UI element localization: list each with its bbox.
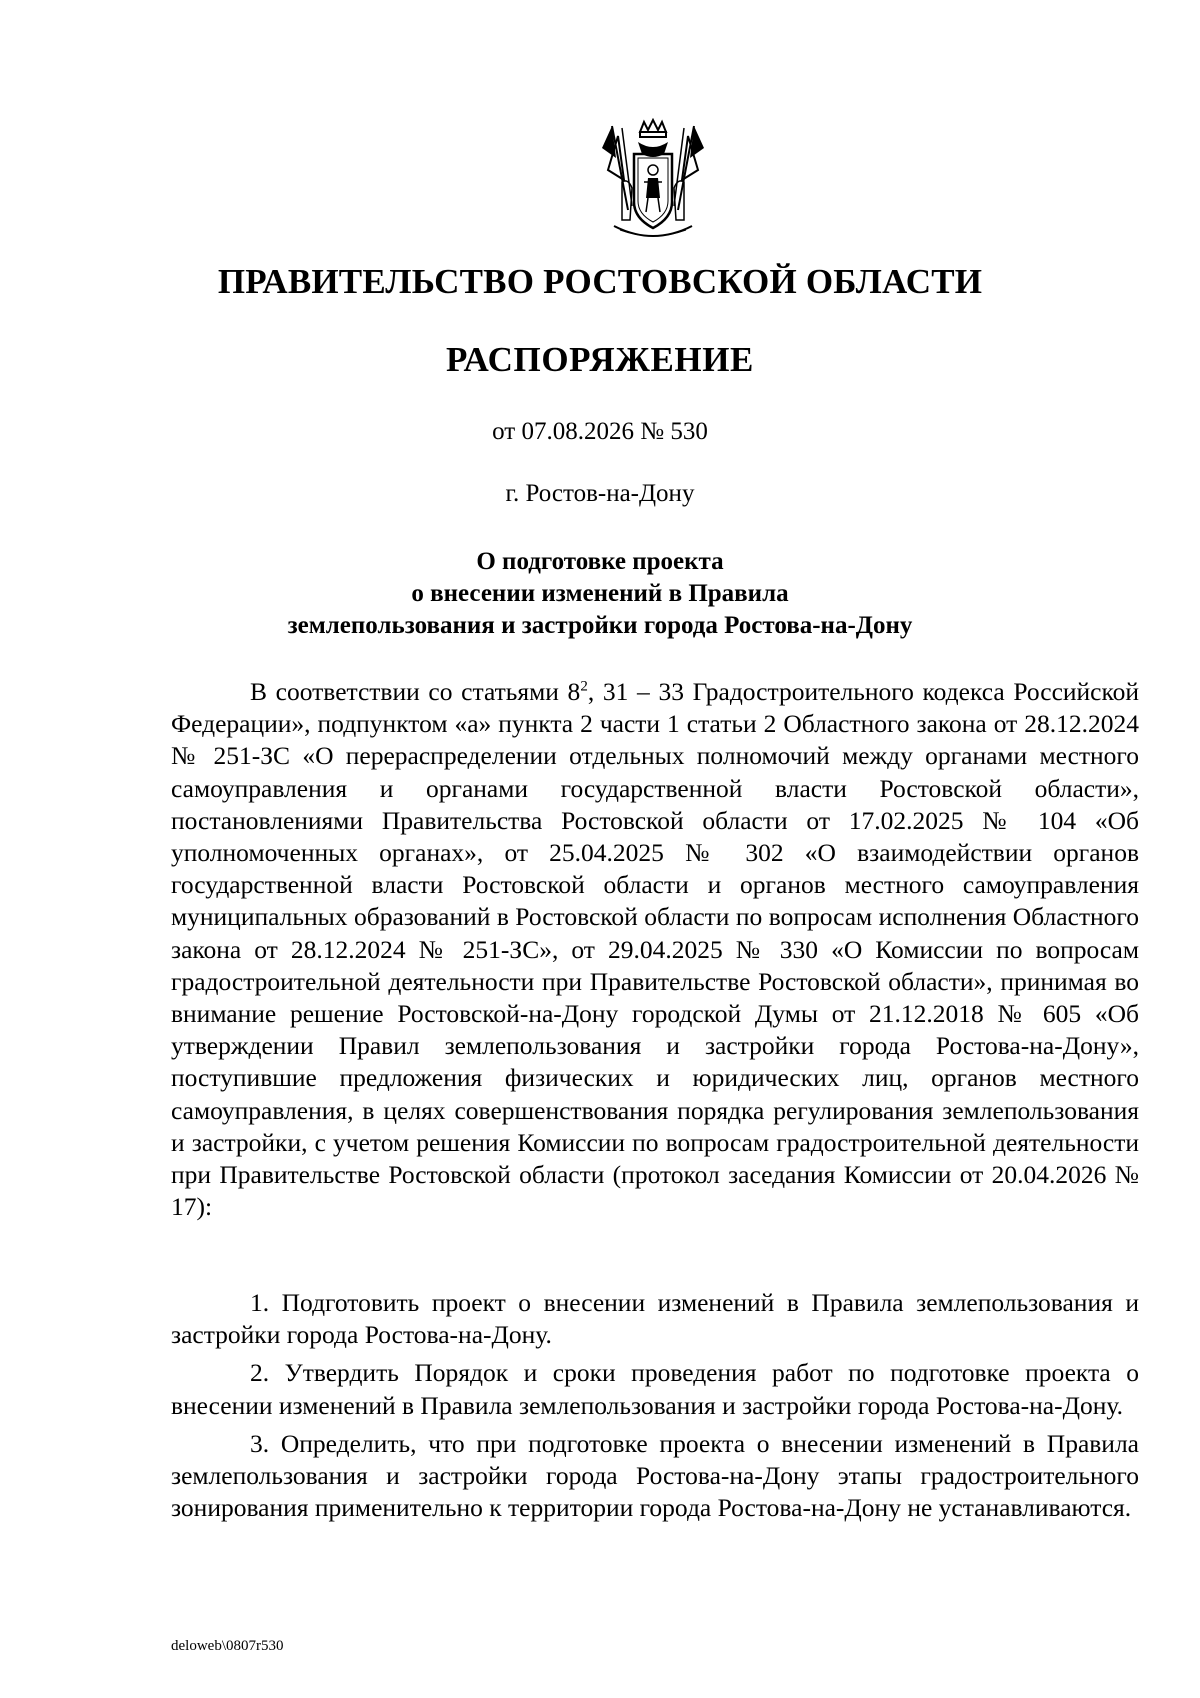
ordered-points — [171, 1287, 1139, 1530]
subject-line: землепользования и застройки города Ростова-на-Дону — [287, 612, 913, 639]
preamble-paragraph — [171, 676, 1139, 1223]
organization-title: ПРАВИТЕЛЬСТВО РОСТОВСКОЙ ОБЛАСТИ — [217, 262, 983, 301]
footer-file-code: deloweb\0807r530 — [171, 1638, 284, 1654]
rostov-oblast-coat-of-arms-icon — [598, 118, 708, 246]
preamble-text-start: В соответствии со статьями 8 — [250, 677, 581, 706]
article-superscript: 2 — [580, 678, 588, 695]
point-item: 1. Подготовить проект о внесении изменений в Правила землепользования и застройки города Ростова-на-Дону. — [171, 1288, 1139, 1350]
point-item: 2. Утвердить Порядок и сроки проведения работ по подготовке проекта о внесении изменений в Правила землепользования и застройки города Ростова-на-Дону. — [171, 1358, 1139, 1420]
subject-line: о внесении изменений в Правила — [411, 580, 789, 607]
document-type-title: РАСПОРЯЖЕНИЕ — [445, 340, 754, 379]
document-subject — [0, 546, 1200, 642]
document-number-date: от 07.08.2026 № 530 — [492, 418, 708, 445]
preamble-text-rest: , 31 – 33 Градостроительного кодекса Российской Федерации», подпунктом «а» пункта 2 части 1 статьи 2 Областного закона от 28.12.2024 № 251-ЗС «О перераспределении отдельных полномочий между органами местного самоуправления и органами государственной власти Ростовской области», постановлениями Правительства Ростовской области от 17.02.2025 № 104 «Об уполномоченных органах», от 25.04.2025 № 302 «О взаимодействии органов государственной власти Ростовской области и органов местного самоуправления муниципальных образований в Ростовской области по вопросам исполнения Областного закона от 28.12.2024 № 251-ЗС», от 29.04.2025 № 330 «О Комиссии по вопросам градостроительной деятельности при Правительстве Ростовской области», принимая во внимание решение Ростовской-на-Дону городской Думы от 21.12.2018 № 605 «Об утверждении Правил землепользования и застройки города Ростова-на-Дону», поступившие предложения физических и юридических лиц, органов местного самоуправления, в целях совершенствования порядка регулирования землепользования и застройки, с учетом решения Комиссии по вопросам градостроительной деятельности при Правительстве Ростовской области (протокол заседания Комиссии от 20.04.2026 № 17): — [171, 677, 1139, 1222]
preamble-section — [171, 676, 1139, 1223]
document-city: г. Ростов-на-Дону — [505, 480, 695, 507]
subject-line: О подготовке проекта — [476, 548, 724, 575]
point-item: 3. Определить, что при подготовке проекта о внесении изменений в Правила землепользования и застройки города Ростова-на-Дону этапы градостроительного зонирования применительно к территории города Ростова-на-Дону не устанавливаются. — [171, 1428, 1139, 1523]
